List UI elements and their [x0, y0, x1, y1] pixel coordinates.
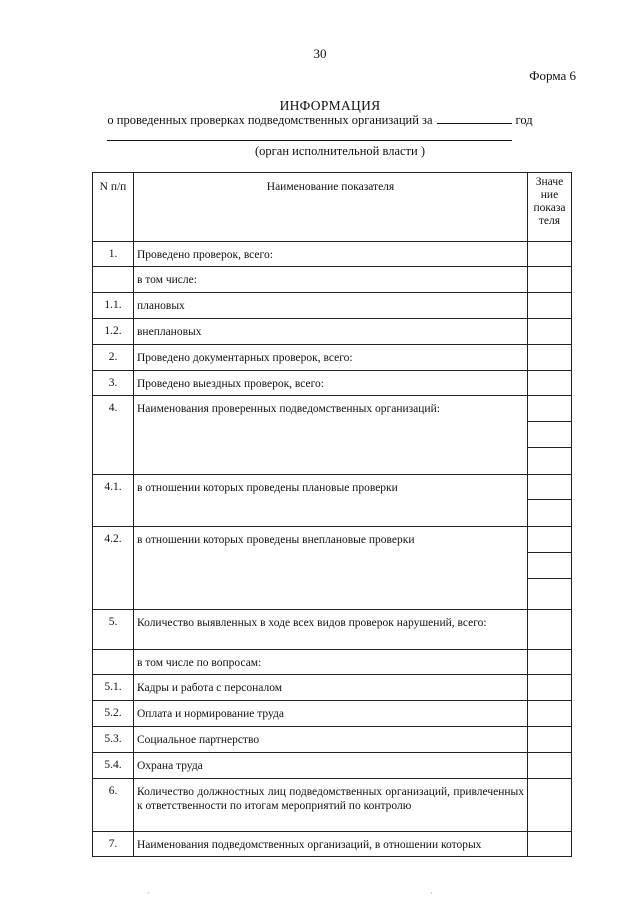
- value-subcell[interactable]: [528, 396, 571, 422]
- row-name: в отношении которых проведены внеплановые проверки: [134, 527, 528, 610]
- table-row: [93, 371, 572, 396]
- table-row: [93, 832, 572, 857]
- row-number: 5.: [93, 610, 134, 650]
- row-number: [93, 650, 134, 675]
- subtitle-text: о проведенных проверках подведомственных организаций за: [107, 113, 433, 127]
- row-number: 4.1.: [93, 475, 134, 527]
- organ-caption: (орган исполнительной власти ): [255, 144, 425, 158]
- value-cell[interactable]: [528, 242, 572, 267]
- value-subcell[interactable]: [528, 475, 571, 500]
- table-header-row: [93, 173, 572, 242]
- value-subcell[interactable]: [528, 448, 571, 474]
- subtitle-year-word: год: [515, 113, 533, 127]
- row-number: 3.: [93, 371, 134, 396]
- page-number: 30: [313, 46, 327, 61]
- row-name: Кадры и работа с персоналом: [134, 675, 528, 701]
- organ-fill-line: [107, 140, 512, 141]
- row-name: Охрана труда: [134, 753, 528, 779]
- row-number: [93, 267, 134, 293]
- year-blank: [437, 113, 512, 124]
- scan-mark: ·: [147, 889, 150, 898]
- row-name: Наименования проверенных подведомственных организаций:: [134, 396, 528, 475]
- value-cell[interactable]: [528, 727, 572, 753]
- value-cell[interactable]: [528, 832, 572, 857]
- row-number: 2.: [93, 345, 134, 371]
- value-cell[interactable]: [528, 779, 572, 832]
- row-number: 7.: [93, 832, 134, 857]
- row-name: в том числе:: [134, 267, 528, 293]
- row-number: 4.: [93, 396, 134, 475]
- row-number: 1.: [93, 242, 134, 267]
- table-row: [93, 293, 572, 319]
- value-cell[interactable]: [528, 267, 572, 293]
- row-name: плановых: [134, 293, 528, 319]
- row-number: 4.2.: [93, 527, 134, 610]
- value-subcell[interactable]: [528, 422, 571, 448]
- indicators-table: [92, 172, 572, 857]
- row-name: внеплановых: [134, 319, 528, 345]
- row-name: в том числе по вопросам:: [134, 650, 528, 675]
- row-number: 5.2.: [93, 701, 134, 727]
- value-cell[interactable]: [528, 675, 572, 701]
- value-cell[interactable]: [528, 345, 572, 371]
- value-subcell[interactable]: [528, 579, 571, 609]
- row-name: Социальное партнерство: [134, 727, 528, 753]
- row-number: 1.2.: [93, 319, 134, 345]
- table-row: [93, 396, 572, 475]
- table-row: [93, 345, 572, 371]
- row-number: 5.3.: [93, 727, 134, 753]
- row-name: Проведено выездных проверок, всего:: [134, 371, 528, 396]
- value-cell[interactable]: [528, 371, 572, 396]
- value-cell[interactable]: [528, 610, 572, 650]
- row-name: Количество выявленных в ходе всех видов проверок нарушений, всего:: [134, 610, 528, 650]
- value-cell-group: [528, 527, 572, 610]
- row-name: Проведено проверок, всего:: [134, 242, 528, 267]
- table-row: [93, 475, 572, 527]
- table-row: [93, 319, 572, 345]
- row-name: Количество должностных лиц подведомственных организаций, привлеченных к ответственности по итогам мероприятий по контролю: [134, 779, 528, 832]
- row-name: Оплата и нормирование труда: [134, 701, 528, 727]
- table-row: [93, 701, 572, 727]
- row-name: Наименования подведомственных организаций, в отношении которых: [134, 832, 528, 857]
- document-subtitle: [0, 113, 640, 128]
- header-name: Наименование показателя: [134, 173, 528, 242]
- value-subcell[interactable]: [528, 500, 571, 526]
- table-row: [93, 727, 572, 753]
- value-cell-group: [528, 475, 572, 527]
- value-cell[interactable]: [528, 293, 572, 319]
- row-number: 1.1.: [93, 293, 134, 319]
- form-label: Форма 6: [529, 68, 576, 83]
- value-cell[interactable]: [528, 753, 572, 779]
- scan-mark: ·: [430, 889, 433, 898]
- value-cell-group: [528, 396, 572, 475]
- value-cell[interactable]: [528, 650, 572, 675]
- document-title: ИНФОРМАЦИЯ: [279, 98, 381, 113]
- value-cell[interactable]: [528, 701, 572, 727]
- table-row: [93, 650, 572, 675]
- row-number: 6.: [93, 779, 134, 832]
- row-number: 5.4.: [93, 753, 134, 779]
- table-row: [93, 242, 572, 267]
- table-row: [93, 527, 572, 610]
- row-name: Проведено документарных проверок, всего:: [134, 345, 528, 371]
- value-subcell[interactable]: [528, 553, 571, 579]
- header-value: Значе ние показа теля: [528, 173, 572, 242]
- table-row: [93, 610, 572, 650]
- table-row: [93, 753, 572, 779]
- row-name: в отношении которых проведены плановые проверки: [134, 475, 528, 527]
- table-row: [93, 779, 572, 832]
- value-cell[interactable]: [528, 319, 572, 345]
- table-row: [93, 675, 572, 701]
- value-subcell[interactable]: [528, 527, 571, 553]
- header-number: N п/п: [93, 173, 134, 242]
- row-number: 5.1.: [93, 675, 134, 701]
- table-row: [93, 267, 572, 293]
